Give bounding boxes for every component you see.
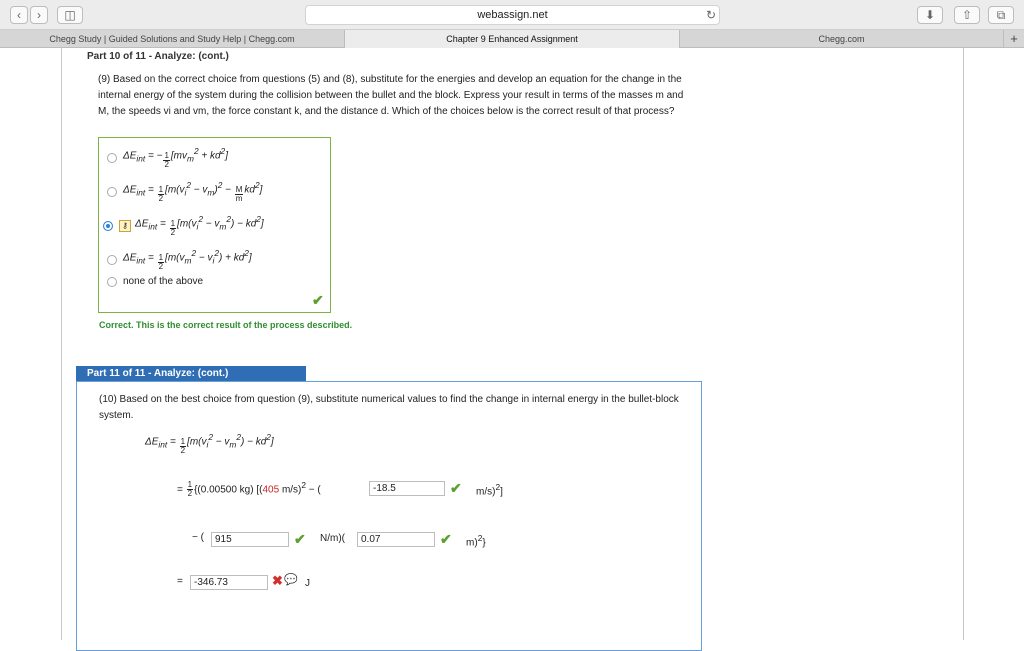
- tab-chegg-study[interactable]: [0, 30, 345, 48]
- d-unit-wrap: m)$^2$}: [466, 533, 486, 549]
- forward-button[interactable]: ›: [30, 6, 48, 24]
- left-border: [61, 48, 62, 640]
- correct-check-icon: ✔: [312, 292, 324, 308]
- share-icon[interactable]: ⇧: [954, 6, 980, 24]
- speed-unit: m/s): [281, 484, 302, 496]
- tab-label: Chapter 9 Enhanced Assignment: [446, 34, 578, 44]
- d-input[interactable]: [357, 532, 435, 547]
- tab-chapter-9[interactable]: [345, 30, 680, 48]
- result-equals: =: [177, 576, 183, 587]
- choice-none-label: none of the above: [123, 276, 204, 287]
- part10-question: (9) Based on the correct choice from questions (5) and (8), substitute for the energies and develop an equation for the change in the internal energy of the system during the collision between the bullet and the block. Express your result in terms of the masses m and M, the speeds vi and vm, the force constant k, and the distance d. Which of the choices below is the correct result of that process?: [98, 74, 684, 117]
- sidebar-button[interactable]: ◫: [57, 6, 83, 24]
- speed-value: 405: [262, 484, 280, 496]
- substitution-line-1: = $\frac{1}{2}$ {(0.00500 kg) [(405 m/s)$^2$ − (: [177, 480, 321, 499]
- part10-title: Part 10 of 11 - Analyze: (cont.): [87, 51, 229, 62]
- k-unit-wrap: N/m)(: [320, 533, 346, 544]
- browser-toolbar: [0, 0, 1024, 30]
- minus-open-paren: − (: [192, 532, 204, 543]
- choice-b-formula: $\Delta E_{int}$ = $\frac{1}{2}$ [$m(v_i^2 - v_m)^2$ − $\frac{M}{m}$ $kd^2$]: [123, 180, 263, 204]
- vm-input[interactable]: [369, 481, 445, 496]
- result-unit: J: [305, 578, 310, 589]
- feedback-correct: Correct. This is the correct result of the process described.: [99, 320, 353, 330]
- part11-box: [76, 381, 702, 651]
- url-text: webassign.net: [477, 9, 548, 21]
- choice-none[interactable]: [107, 276, 203, 287]
- k-unit: N/m: [320, 533, 339, 544]
- radio-b[interactable]: [107, 187, 117, 197]
- choice-d[interactable]: [107, 248, 252, 271]
- back-button[interactable]: ‹: [10, 6, 28, 24]
- wrong-x-icon: ✖: [272, 573, 283, 588]
- reload-icon[interactable]: ↻: [705, 8, 717, 22]
- k-check-icon: ✔: [294, 531, 306, 547]
- d-check-icon: ✔: [440, 531, 452, 547]
- choice-a[interactable]: [107, 146, 228, 169]
- part11-question: (10) Based on the best choice from question (9), substitute numerical values to find the change in internal energy in the bullet-block system.: [99, 394, 679, 421]
- equation-formula: $\Delta E_{int}$ = $\frac{1}{2}$ $[m(v_i^2 - v_m^2) - kd^2]$: [145, 432, 274, 456]
- right-border: [963, 48, 964, 640]
- tabs-overview-icon[interactable]: ⧉: [988, 6, 1014, 24]
- choice-c-formula: $\Delta E_{int}$ = $\frac{1}{2}$ $[m(v_i^2 - v_m^2) - kd^2]$: [135, 214, 264, 238]
- result-input[interactable]: [190, 575, 268, 590]
- hint-bubble-icon[interactable]: 💬: [284, 574, 298, 586]
- k-input[interactable]: [211, 532, 289, 547]
- vm-check-icon: ✔: [450, 480, 462, 496]
- new-tab-icon[interactable]: +: [1010, 31, 1018, 46]
- page-content: [0, 48, 1024, 640]
- tab-bar: [0, 30, 1024, 48]
- tab-label: Chegg.com: [818, 34, 865, 44]
- address-bar[interactable]: [305, 5, 720, 25]
- radio-none[interactable]: [107, 277, 117, 287]
- key-icon[interactable]: ⚷: [119, 220, 131, 232]
- radio-c-selected[interactable]: [103, 221, 113, 231]
- tab-label: Chegg Study | Guided Solutions and Study Help | Chegg.com: [49, 34, 295, 44]
- vm-unit-wrap: m/s)$^2$]: [476, 482, 503, 498]
- part11-title: Part 11 of 11 - Analyze: (cont.): [76, 366, 306, 382]
- tab-chegg-com[interactable]: [680, 30, 1004, 48]
- radio-a[interactable]: [107, 153, 117, 163]
- radio-d[interactable]: [107, 255, 117, 265]
- choice-c[interactable]: [103, 214, 264, 237]
- choice-a-formula: $\Delta E_{int}$ = − $\frac{1}{2}$ $[mv_m^2 + kd^2]$: [123, 146, 228, 170]
- choice-d-formula: $\Delta E_{int}$ = $\frac{1}{2}$ $[m(v_m^2 - v_i^2) + kd^2]$: [123, 248, 252, 272]
- download-icon[interactable]: ⬇: [917, 6, 943, 24]
- choice-b[interactable]: [107, 180, 262, 203]
- mass-value: (0.00500 kg): [197, 484, 254, 496]
- vm-unit: m/s: [476, 486, 493, 498]
- d-unit: m: [466, 537, 475, 549]
- choices-box: [98, 137, 331, 313]
